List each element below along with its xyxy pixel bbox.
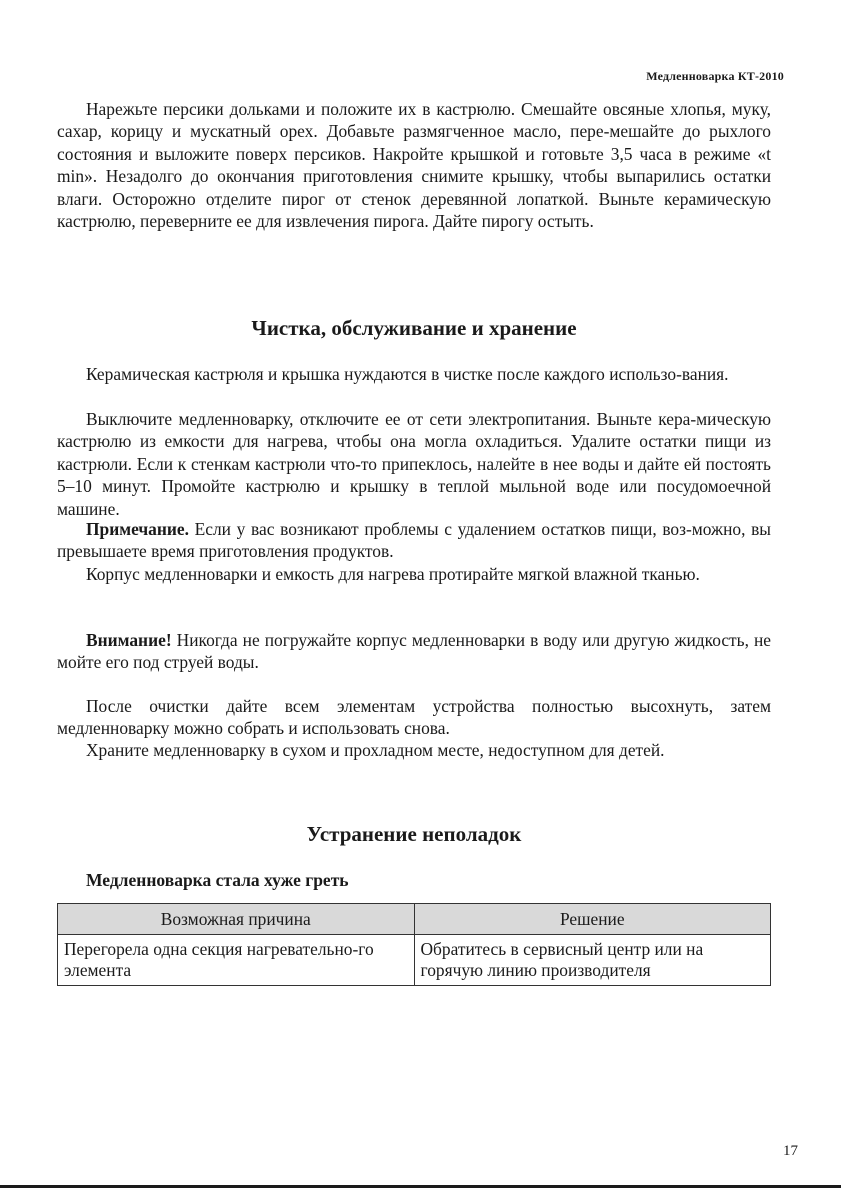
table-row (58, 935, 771, 986)
cleaning-paragraph-2: Выключите медленноварку, отключите ее от сети электропитания. Выньте кера-мическую кастрюлю из емкости для нагрева, чтобы она могла охладиться. Удалите остатки пищи из кастрюли. Если к стенкам кастрюли что-то припеклось, налейте в нее воды и дайте ей постоять 5–10 минут. Промойте кастрюлю и крышку в теплой мыльной воде или посудомоечной машине. (57, 409, 771, 519)
cleaning-paragraph-3: Корпус медленноварки и емкость для нагрева протирайте мягкой влажной тканью. (86, 564, 700, 584)
intro-paragraph: Нарежьте персики дольками и положите их в кастрюлю. Смешайте овсяные хлопья, муку, сахар, корицу и мускатный орех. Добавьте размягченное масло, пере-мешайте до рыхлого состояния и выложите поверх персиков. Накройте крышкой и готовьте 3,5 часа в режиме «t min». Незадолго до окончания приготовления снимите крышку, чтобы выпарились остатки влаги. Осторожно отделите пирог от стенок деревянной лопаткой. Выньте керамическую кастрюлю, переверните ее для извлечения пирога. Дайте пирогу остыть. (57, 99, 771, 232)
table-cell-solution: Обратитесь в сервисный центр или на горячую линию производителя (414, 935, 771, 986)
section-title-troubleshooting: Устранение неполадок (306, 822, 522, 846)
page-number: 17 (783, 1143, 798, 1159)
troubleshooting-table (57, 903, 771, 986)
section-title-cleaning: Чистка, обслуживание и хранение (251, 316, 577, 340)
warning-text: Никогда не погружайте корпус медленноварки в воду или другую жидкость, не мойте его под струей воды. (57, 630, 771, 673)
warning-label: Внимание! (86, 630, 172, 650)
running-header: Медленноварка КТ-2010 (646, 69, 784, 83)
cleaning-paragraph-1: Керамическая кастрюля и крышка нуждаются в чистке после каждого использо-вания. (86, 364, 729, 384)
cleaning-paragraph-5: Храните медленноварку в сухом и прохладном месте, недоступном для детей. (86, 740, 665, 760)
troubleshooting-subtitle: Медленноварка стала хуже греть (86, 870, 349, 890)
table-header-cause: Возможная причина (58, 904, 415, 935)
table-cell-cause: Перегорела одна секция нагревательно-го элемента (58, 935, 415, 986)
cleaning-warning (57, 629, 771, 674)
cleaning-paragraph-4: После очистки дайте всем элементам устройства полностью высохнуть, затем медленноварку можно собрать и использовать снова. (57, 696, 771, 739)
table-header-solution: Решение (414, 904, 771, 935)
cleaning-note (57, 518, 771, 563)
note-label: Примечание. (86, 519, 189, 539)
note-text: Если у вас возникают проблемы с удалением остатков пищи, воз-можно, вы превышаете время приготовления продуктов. (57, 519, 771, 562)
table-header-row (58, 904, 771, 935)
